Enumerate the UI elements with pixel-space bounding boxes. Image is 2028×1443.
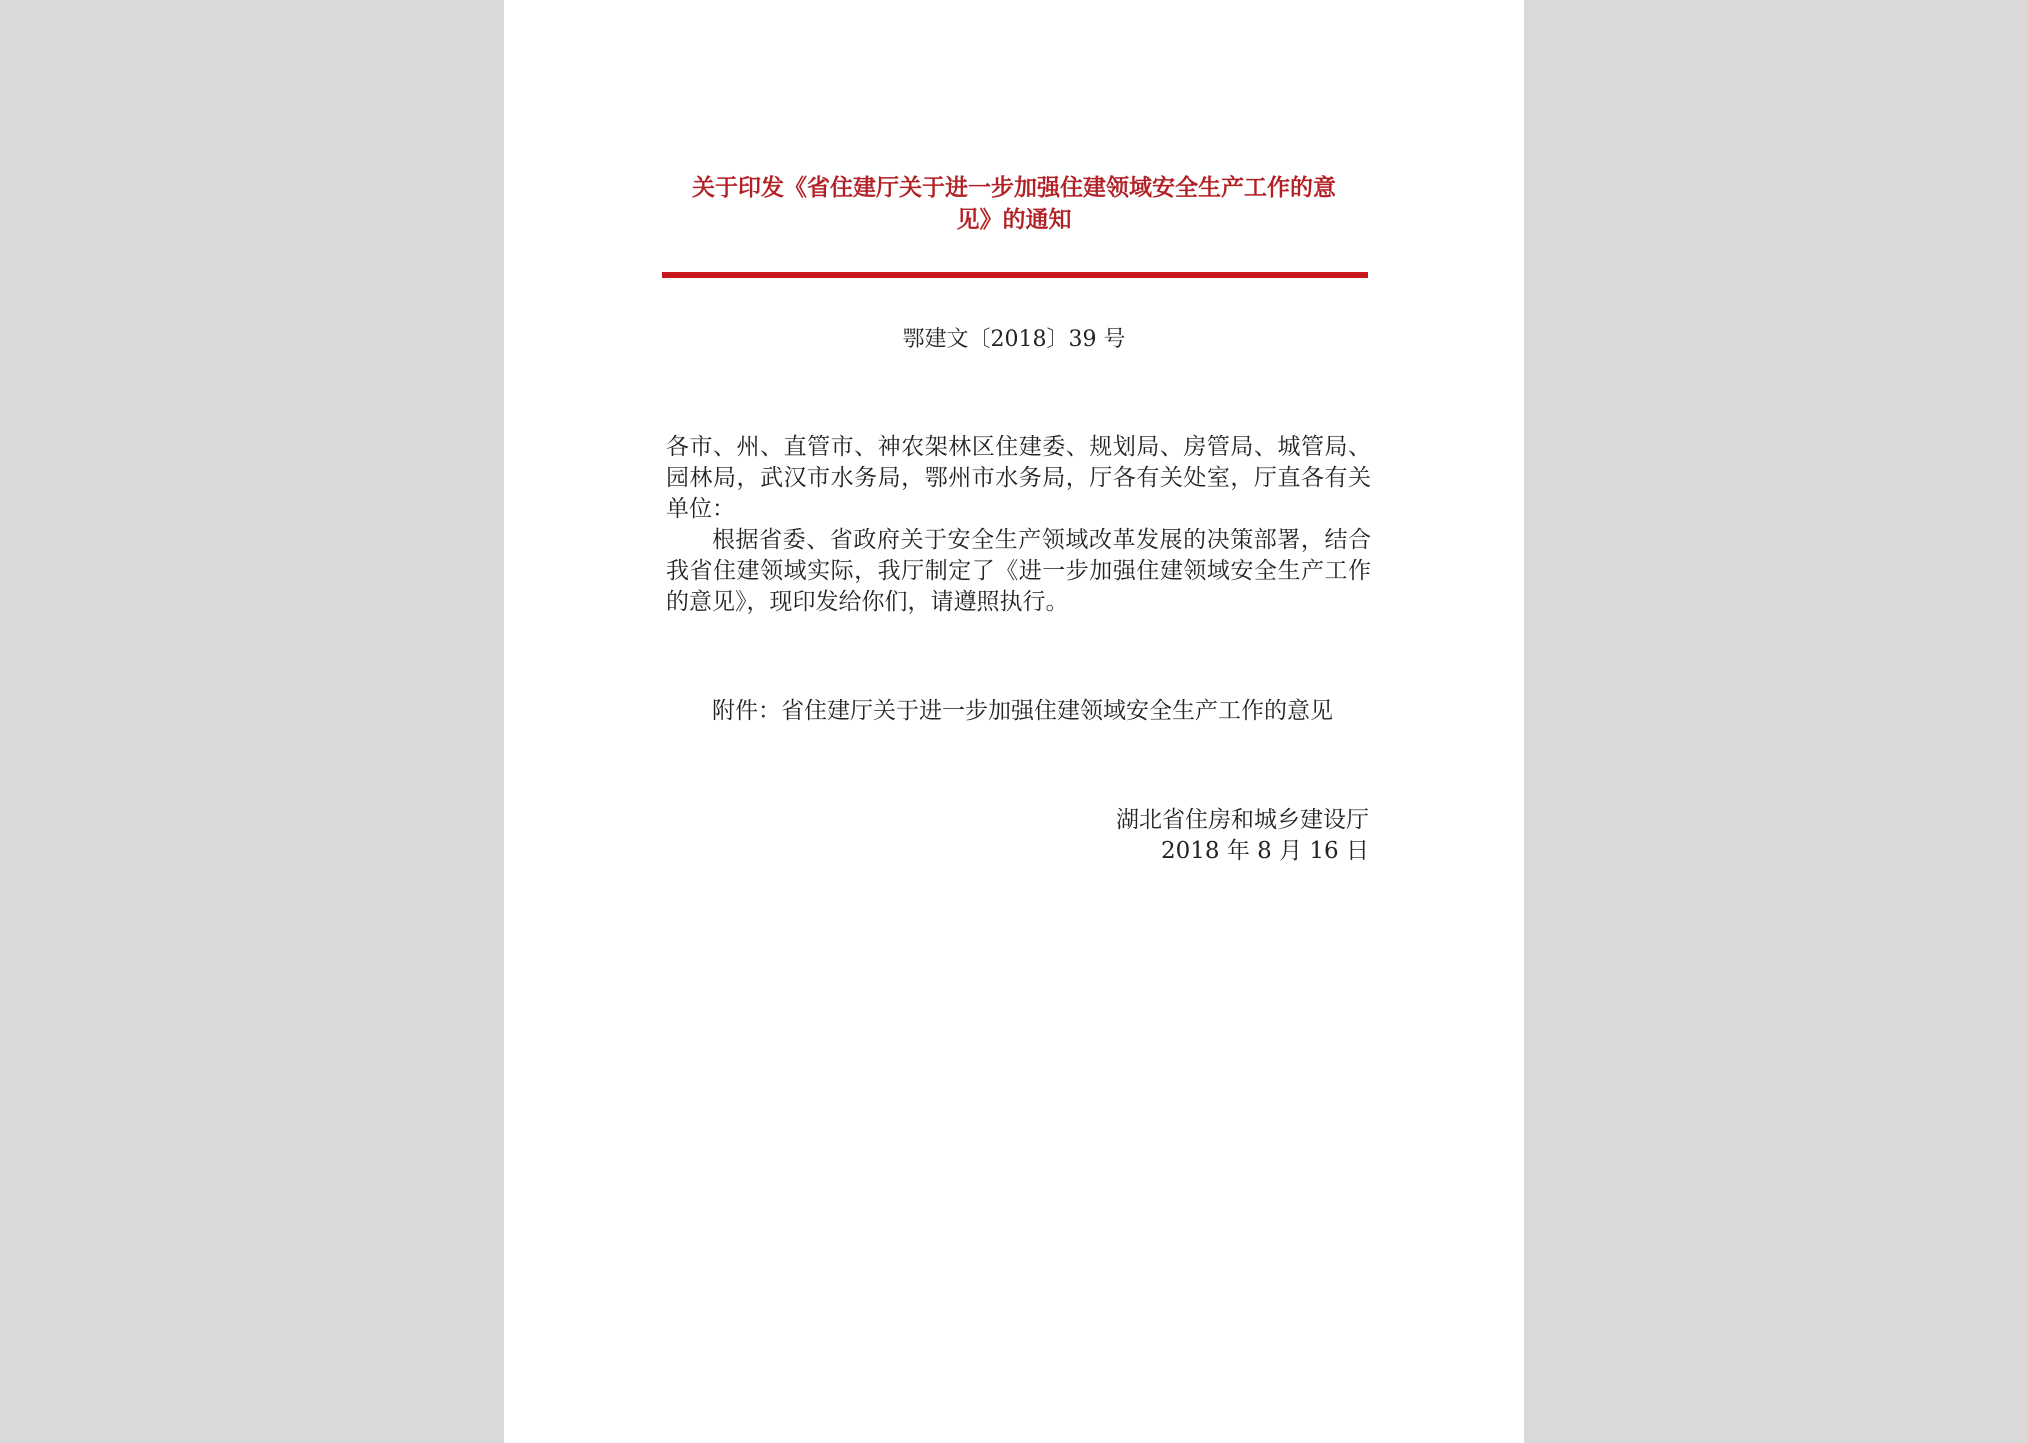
recipients-paragraph: 各市、州、直管市、神农架林区住建委、规划局、房管局、城管局、园林局，武汉市水务局，鄂州市水务局，厅各有关处室，厅直各有关单位： (666, 434, 1371, 522)
red-header-rule (662, 272, 1368, 278)
signoff-block (1064, 805, 1369, 867)
document-title: 关于印发《省住建厅关于进一步加强住建领域安全生产工作的意 见》的通知 (692, 174, 1336, 233)
document-number: 鄂建文〔2018〕39 号 (902, 327, 1126, 352)
document-body (666, 432, 1371, 618)
issuer-name: 湖北省住房和城乡建设厅 (1116, 807, 1369, 833)
body-paragraph: 根据省委、省政府关于安全生产领域改革发展的决策部署，结合我省住建领域实际，我厅制定了《进一步加强住建领域安全生产工作的意见》，现印发给你们，请遵照执行。 (666, 527, 1371, 615)
document-page (504, 0, 1524, 1443)
issue-date: 2018 年 8 月 16 日 (1161, 838, 1369, 864)
attachment-line: 附件：省住建厅关于进一步加强住建领域安全生产工作的意见 (712, 698, 1333, 724)
